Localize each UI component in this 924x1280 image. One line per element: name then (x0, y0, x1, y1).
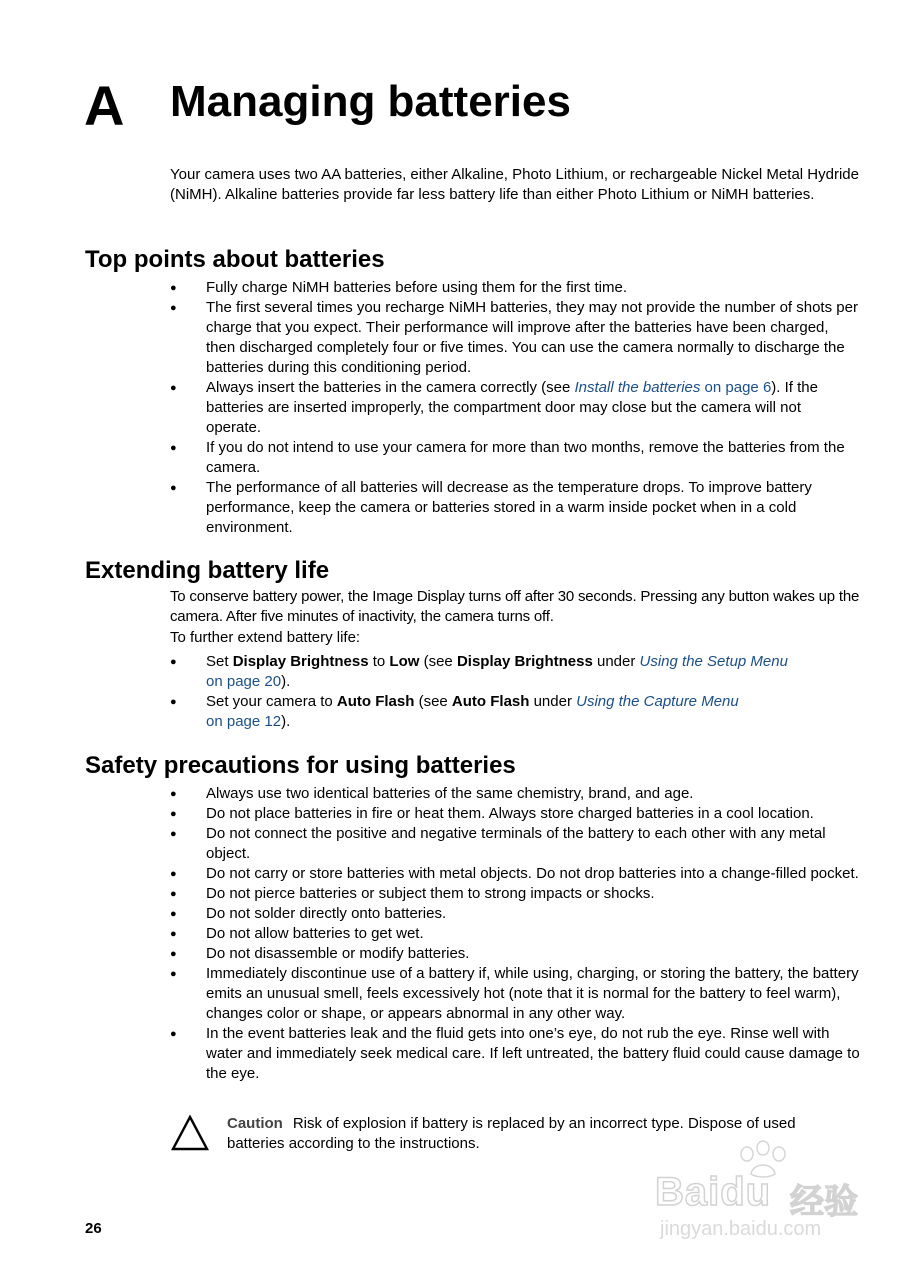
list-item: ● Do not connect the positive and negative terminals of the battery to each other with any metal object. (170, 824, 860, 864)
list-item (170, 378, 860, 438)
extending-paragraph: To conserve battery power, the Image Display turns off after 30 seconds. Pressing any button wakes up the camera. After five minutes of inactivity, the camera turns off. (170, 588, 860, 625)
list-item (170, 692, 860, 732)
extending-list (170, 652, 860, 732)
list-item: ● Do not allow batteries to get wet. (170, 924, 860, 944)
warning-triangle-icon (170, 1114, 210, 1152)
chapter-letter: A (84, 74, 125, 137)
list-item: ● If you do not intend to use your camera for more than two months, remove the batteries from the camera. (170, 438, 860, 478)
chapter-title: Managing batteries (170, 77, 571, 126)
safety-list (170, 784, 860, 1084)
top-points-heading: Top points about batteries (85, 246, 385, 273)
setup-menu-link[interactable]: Using the Setup Menu (639, 653, 788, 670)
setting-value: Low (389, 653, 420, 670)
list-item: ● Immediately discontinue use of a battery if, while using, charging, or storing the battery, the battery emits an unusual smell, feels excessively hot (note that it is normal for the battery to feel warm), changes color or shape, or appears abnormal in any other way. (170, 964, 860, 1024)
baidu-watermark (655, 1140, 870, 1245)
list-item: ● Do not disassemble or modify batteries. (170, 944, 860, 964)
list-item-text: under (529, 693, 577, 710)
setting-ref: Auto Flash (451, 693, 530, 710)
watermark-url: jingyan.baidu.com (660, 1218, 822, 1240)
setup-menu-page-link[interactable]: on page 20 (206, 673, 282, 690)
watermark-brand: Baidu (655, 1170, 772, 1214)
extending-heading: Extending battery life (85, 557, 330, 584)
intro-paragraph: Your camera uses two AA batteries, either Alkaline, Photo Lithium, or rechargeable Nickel Metal Hydride (NiMH). Alkaline batteries provide far less battery life than either Photo Lithium or NiMH batteries. (170, 166, 859, 203)
list-item: ● The first several times you recharge NiMH batteries, they may not provide the number of shots per charge that you expect. Their performance will improve after the batteries have been charged, then discharged completely four or five times. You can use the camera normally to discharge the batteries during this conditioning period. (170, 298, 860, 378)
list-item: ● Fully charge NiMH batteries before using them for the first time. (170, 278, 860, 298)
list-item-text: ). (281, 673, 291, 690)
install-batteries-page-link[interactable]: on page 6 (700, 379, 772, 396)
setting-name: Display Brightness (232, 653, 369, 670)
list-item: ● Always use two identical batteries of the same chemistry, brand, and age. (170, 784, 860, 804)
list-item-text: (see (414, 693, 452, 710)
list-item-text: Always insert the batteries in the camera correctly (see (206, 379, 575, 396)
list-item: ● The performance of all batteries will decrease as the temperature drops. To improve battery performance, keep the camera or batteries stored in a warm inside pocket when in a cold environment. (170, 478, 860, 538)
list-item-text: under (592, 653, 640, 670)
list-item-text: ). (281, 713, 291, 730)
list-item: ● Do not solder directly onto batteries. (170, 904, 860, 924)
extending-paragraph-2: To further extend battery life: (170, 629, 361, 646)
safety-heading: Safety precautions for using batteries (85, 752, 516, 779)
watermark-cn: 经验 (790, 1183, 858, 1221)
setting-value: Auto Flash (336, 693, 415, 710)
install-batteries-link[interactable]: Install the batteries (574, 379, 701, 396)
list-item-text: to (368, 653, 390, 670)
list-item: ● Do not carry or store batteries with metal objects. Do not drop batteries into a change-filled pocket. (170, 864, 860, 884)
list-item-text: Set your camera to (206, 693, 337, 710)
list-item (170, 652, 860, 692)
setting-ref: Display Brightness (456, 653, 593, 670)
list-item-text: (see (419, 653, 457, 670)
top-points-list (170, 278, 860, 538)
list-item: ● In the event batteries leak and the fluid gets into one’s eye, do not rub the eye. Rinse well with water and immediately seek medical care. If left untreated, the battery fluid could cause damage to the eye. (170, 1024, 860, 1084)
capture-menu-link[interactable]: Using the Capture Menu (576, 693, 739, 710)
caution-label: Caution (227, 1115, 283, 1132)
capture-menu-page-link[interactable]: on page 12 (206, 713, 282, 730)
list-item: ● Do not place batteries in fire or heat them. Always store charged batteries in a cool location. (170, 804, 860, 824)
list-item-text: ). If the batteries are inserted improperly, the compartment door may close but the camera will not operate. (206, 379, 818, 436)
list-item-text: Set (206, 653, 233, 670)
caution-body: Risk of explosion if battery is replaced by an incorrect type. Dispose of used batteries according to the instructions. (227, 1115, 796, 1152)
page-number: 26 (85, 1220, 102, 1237)
list-item: ● Do not pierce batteries or subject them to strong impacts or shocks. (170, 884, 860, 904)
